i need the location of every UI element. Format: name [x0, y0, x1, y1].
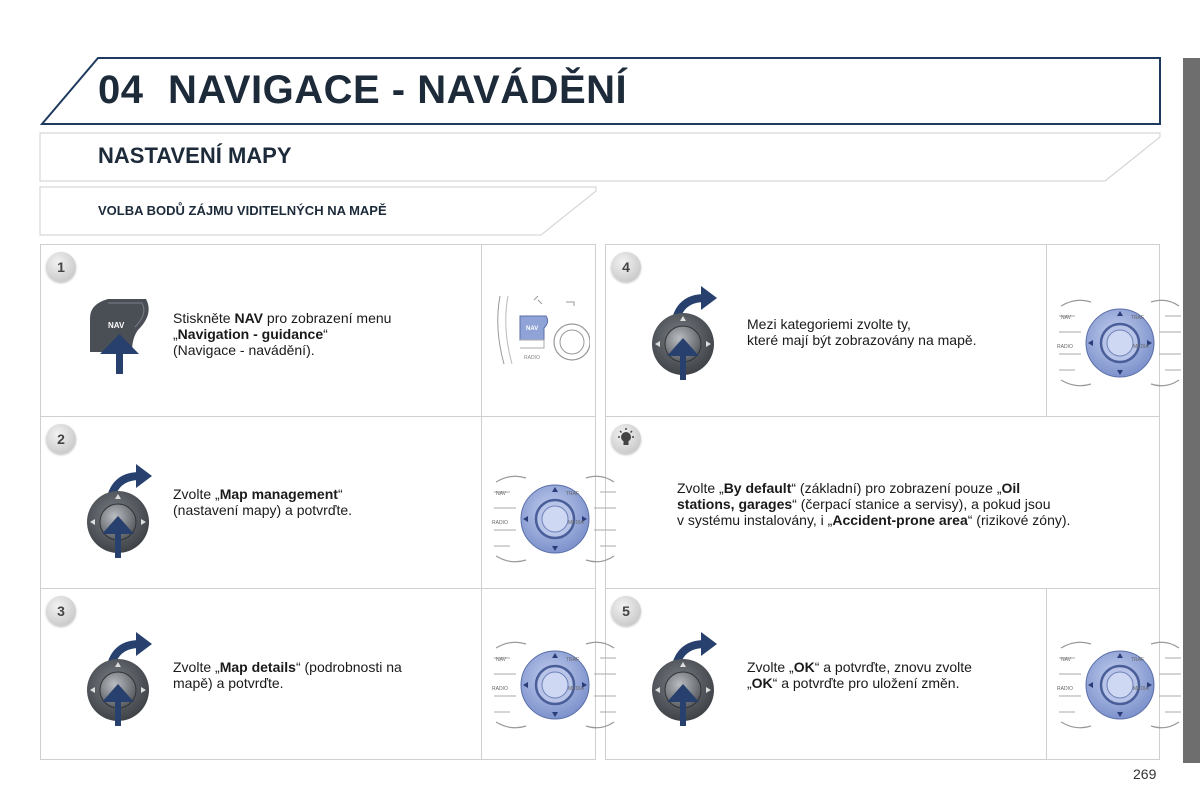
section-title: NASTAVENÍ MAPY — [98, 143, 292, 168]
lightbulb-icon — [611, 424, 641, 454]
rotary-knob-icon — [651, 284, 721, 384]
panel-label-traf: TRAF — [566, 657, 580, 663]
dashboard-nav-button-image — [486, 292, 590, 368]
nav-key-label-small: NAV — [526, 326, 539, 332]
step-badge-5: 5 — [611, 596, 641, 626]
panel-label-media: MEDIA — [568, 520, 584, 526]
panel-label-nav: NAV — [496, 657, 506, 663]
rotary-knob-icon — [86, 630, 156, 730]
panel-label-traf: TRAF — [1131, 315, 1145, 321]
control-panel-image — [1051, 636, 1191, 736]
panel-label-radio: RADIO — [492, 686, 508, 692]
step-1-text: Stiskněte NAV pro zobrazení menu „Navigation - guidance“ (Navigace - navádění). — [173, 310, 392, 358]
panel-label-media: MEDIA — [1133, 344, 1149, 350]
control-panel-image — [1051, 294, 1191, 394]
panel-label-radio: RADIO — [492, 520, 508, 526]
panel-label-radio: RADIO — [1057, 686, 1073, 692]
step-badge-3: 3 — [46, 596, 76, 626]
panel-label-nav: NAV — [1061, 315, 1071, 321]
step-4-text: Mezi kategoriemi zvolte ty, které mají být zobrazovány na mapě. — [747, 316, 977, 348]
rotary-knob-icon — [86, 462, 156, 562]
panel-label-media: MEDIA — [1133, 686, 1149, 692]
control-panel-image — [486, 636, 626, 736]
panel-label-radio: RADIO — [1057, 344, 1073, 350]
step-badge-4: 4 — [611, 252, 641, 282]
nav-button-press-icon — [80, 296, 160, 376]
step-3-text: Zvolte „Map details“ (podrobnosti na mapě) a potvrďte. — [173, 659, 402, 691]
rotary-knob-icon — [651, 630, 721, 730]
page-number: 269 — [1133, 766, 1157, 782]
chapter-title: NAVIGACE - NAVÁDĚNÍ — [168, 68, 628, 112]
panel-label-nav: NAV — [1061, 657, 1071, 663]
step-badge-1: 1 — [46, 252, 76, 282]
step-2-text: Zvolte „Map management“ (nastavení mapy) a potvrďte. — [173, 486, 353, 518]
panel-label-media: MEDIA — [568, 686, 584, 692]
chapter-number: 04 — [98, 68, 144, 112]
tip-text: Zvolte „By default“ (základní) pro zobrazení pouze „Oil stations, garages“ (čerpací stanice a servisy), a pokud jsou v systému instalovány, i „Accident-prone area“ (rizikové zóny). — [677, 480, 1071, 528]
control-panel-image — [486, 470, 626, 570]
subsection-title: VOLBA BODŮ ZÁJMU VIDITELNÝCH NA MAPĚ — [98, 203, 387, 218]
nav-key-label: NAV — [108, 321, 125, 330]
panel-label-nav: NAV — [496, 491, 506, 497]
panel-label-traf: TRAF — [566, 491, 580, 497]
step-badge-2: 2 — [46, 424, 76, 454]
tip-badge — [611, 424, 641, 454]
radio-label-small: RADIO — [524, 355, 540, 361]
panel-label-traf: TRAF — [1131, 657, 1145, 663]
step-5-text: Zvolte „OK“ a potvrďte, znovu zvolte „OK“ a potvrďte pro uložení změn. — [747, 659, 972, 691]
